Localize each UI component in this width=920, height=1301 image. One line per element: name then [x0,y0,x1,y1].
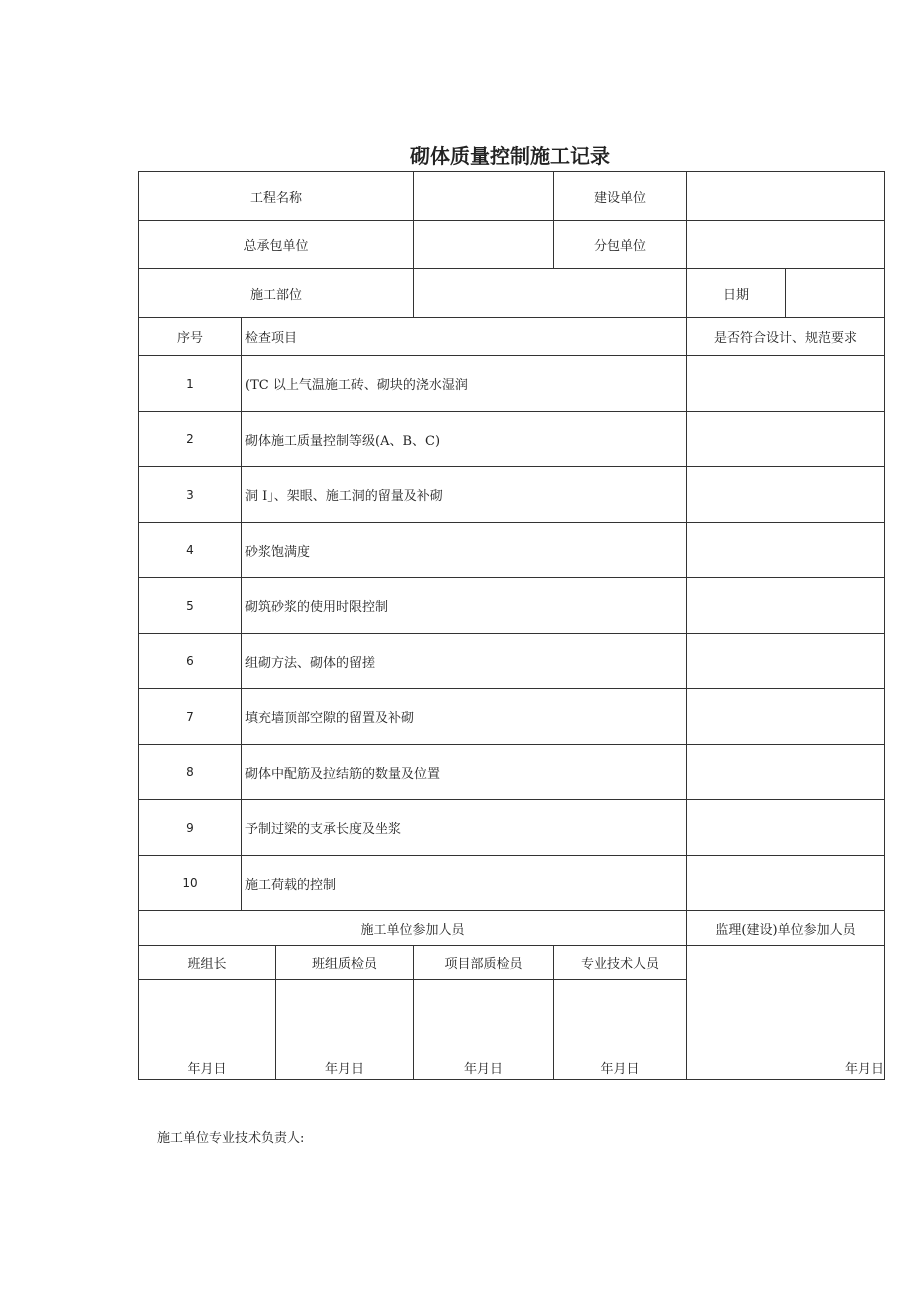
check-item-row [139,523,885,578]
conformity-field[interactable] [687,689,885,745]
date-field[interactable] [786,269,885,318]
item-number: 7 [139,689,242,745]
item-text: 洞 I」、架眼、施工洞的留量及补砌 [242,467,687,523]
project-name-field[interactable] [414,172,554,221]
check-item-row [139,578,885,634]
item-text: 砌体中配筋及拉结筋的数量及位置 [242,745,687,800]
check-item-row [139,412,885,467]
check-item-row [139,856,885,911]
role-project-inspector: 项目部质检员 [414,946,554,980]
item-number: 6 [139,634,242,689]
item-number: 9 [139,800,242,856]
construction-part-field[interactable] [414,269,687,318]
item-text: 砌体施工质量控制等级(A、B、C) [242,412,687,467]
item-text: 予制过梁的支承长度及坐浆 [242,800,687,856]
item-number: 2 [139,412,242,467]
subcontractor-label: 分包单位 [554,221,687,269]
team-leader-signature-cell[interactable] [139,980,276,1080]
project-inspector-signature-cell[interactable] [414,980,554,1080]
item-text: 砂浆饱满度 [242,523,687,578]
conformity-field[interactable] [687,578,885,634]
item-text: 组砌方法、砌体的留搓 [242,634,687,689]
builder-field[interactable] [687,172,885,221]
project-name-label: 工程名称 [139,172,414,221]
general-contractor-field[interactable] [414,221,554,269]
signature-date: 年月日 [187,1062,227,1077]
page-title: 砌体质量控制施工记录 [410,144,610,168]
check-item-row [139,745,885,800]
seq-header: 序号 [139,318,242,356]
construction-unit-participants-label: 施工单位参加人员 [139,911,687,946]
subcontractor-field[interactable] [687,221,885,269]
item-number: 8 [139,745,242,800]
role-team-leader: 班组长 [139,946,276,980]
row-construction-part [139,269,885,318]
item-text: 施工荷载的控制 [242,856,687,911]
role-technical-staff: 专业技术人员 [554,946,687,980]
row-project-name [139,172,885,221]
technical-staff-signature-cell[interactable] [554,980,687,1080]
technical-lead-label: 施工单位专业技术负责人: [157,1131,305,1146]
row-contractor [139,221,885,269]
row-column-headers [139,318,885,356]
item-text: 砌筑砂浆的使用时限控制 [242,578,687,634]
conformity-field[interactable] [687,356,885,412]
signature-date: 年月日 [324,1062,364,1077]
item-text: (TC 以上气温施工砖、砌块的浇水湿润 [242,356,687,412]
check-item-row [139,467,885,523]
conformity-header: 是否符合设计、规范要求 [687,318,885,356]
record-form-table [138,171,885,1080]
team-inspector-signature-cell[interactable] [276,980,414,1080]
role-team-inspector: 班组质检员 [276,946,414,980]
supervision-signature-date: 年月日 [844,1062,884,1077]
item-number: 5 [139,578,242,634]
builder-label: 建设单位 [554,172,687,221]
conformity-field[interactable] [687,856,885,911]
signature-date: 年月日 [463,1062,503,1077]
construction-part-label: 施工部位 [139,269,414,318]
conformity-field[interactable] [687,523,885,578]
row-participants-header [139,911,885,946]
item-number: 3 [139,467,242,523]
item-header: 检查项目 [242,318,687,356]
conformity-field[interactable] [687,745,885,800]
row-participant-roles [139,946,885,980]
check-item-row [139,634,885,689]
item-number: 4 [139,523,242,578]
item-number: 10 [139,856,242,911]
conformity-field[interactable] [687,800,885,856]
conformity-field[interactable] [687,634,885,689]
supervision-signature-cell[interactable] [687,946,885,1080]
date-label: 日期 [687,269,786,318]
check-item-row [139,800,885,856]
item-number: 1 [139,356,242,412]
general-contractor-label: 总承包单位 [139,221,414,269]
conformity-field[interactable] [687,412,885,467]
check-item-row [139,356,885,412]
check-item-row [139,689,885,745]
signature-date: 年月日 [600,1062,640,1077]
item-text: 填充墙顶部空隙的留置及补砌 [242,689,687,745]
conformity-field[interactable] [687,467,885,523]
supervision-unit-participants-label: 监理(建设)单位参加人员 [687,911,885,946]
